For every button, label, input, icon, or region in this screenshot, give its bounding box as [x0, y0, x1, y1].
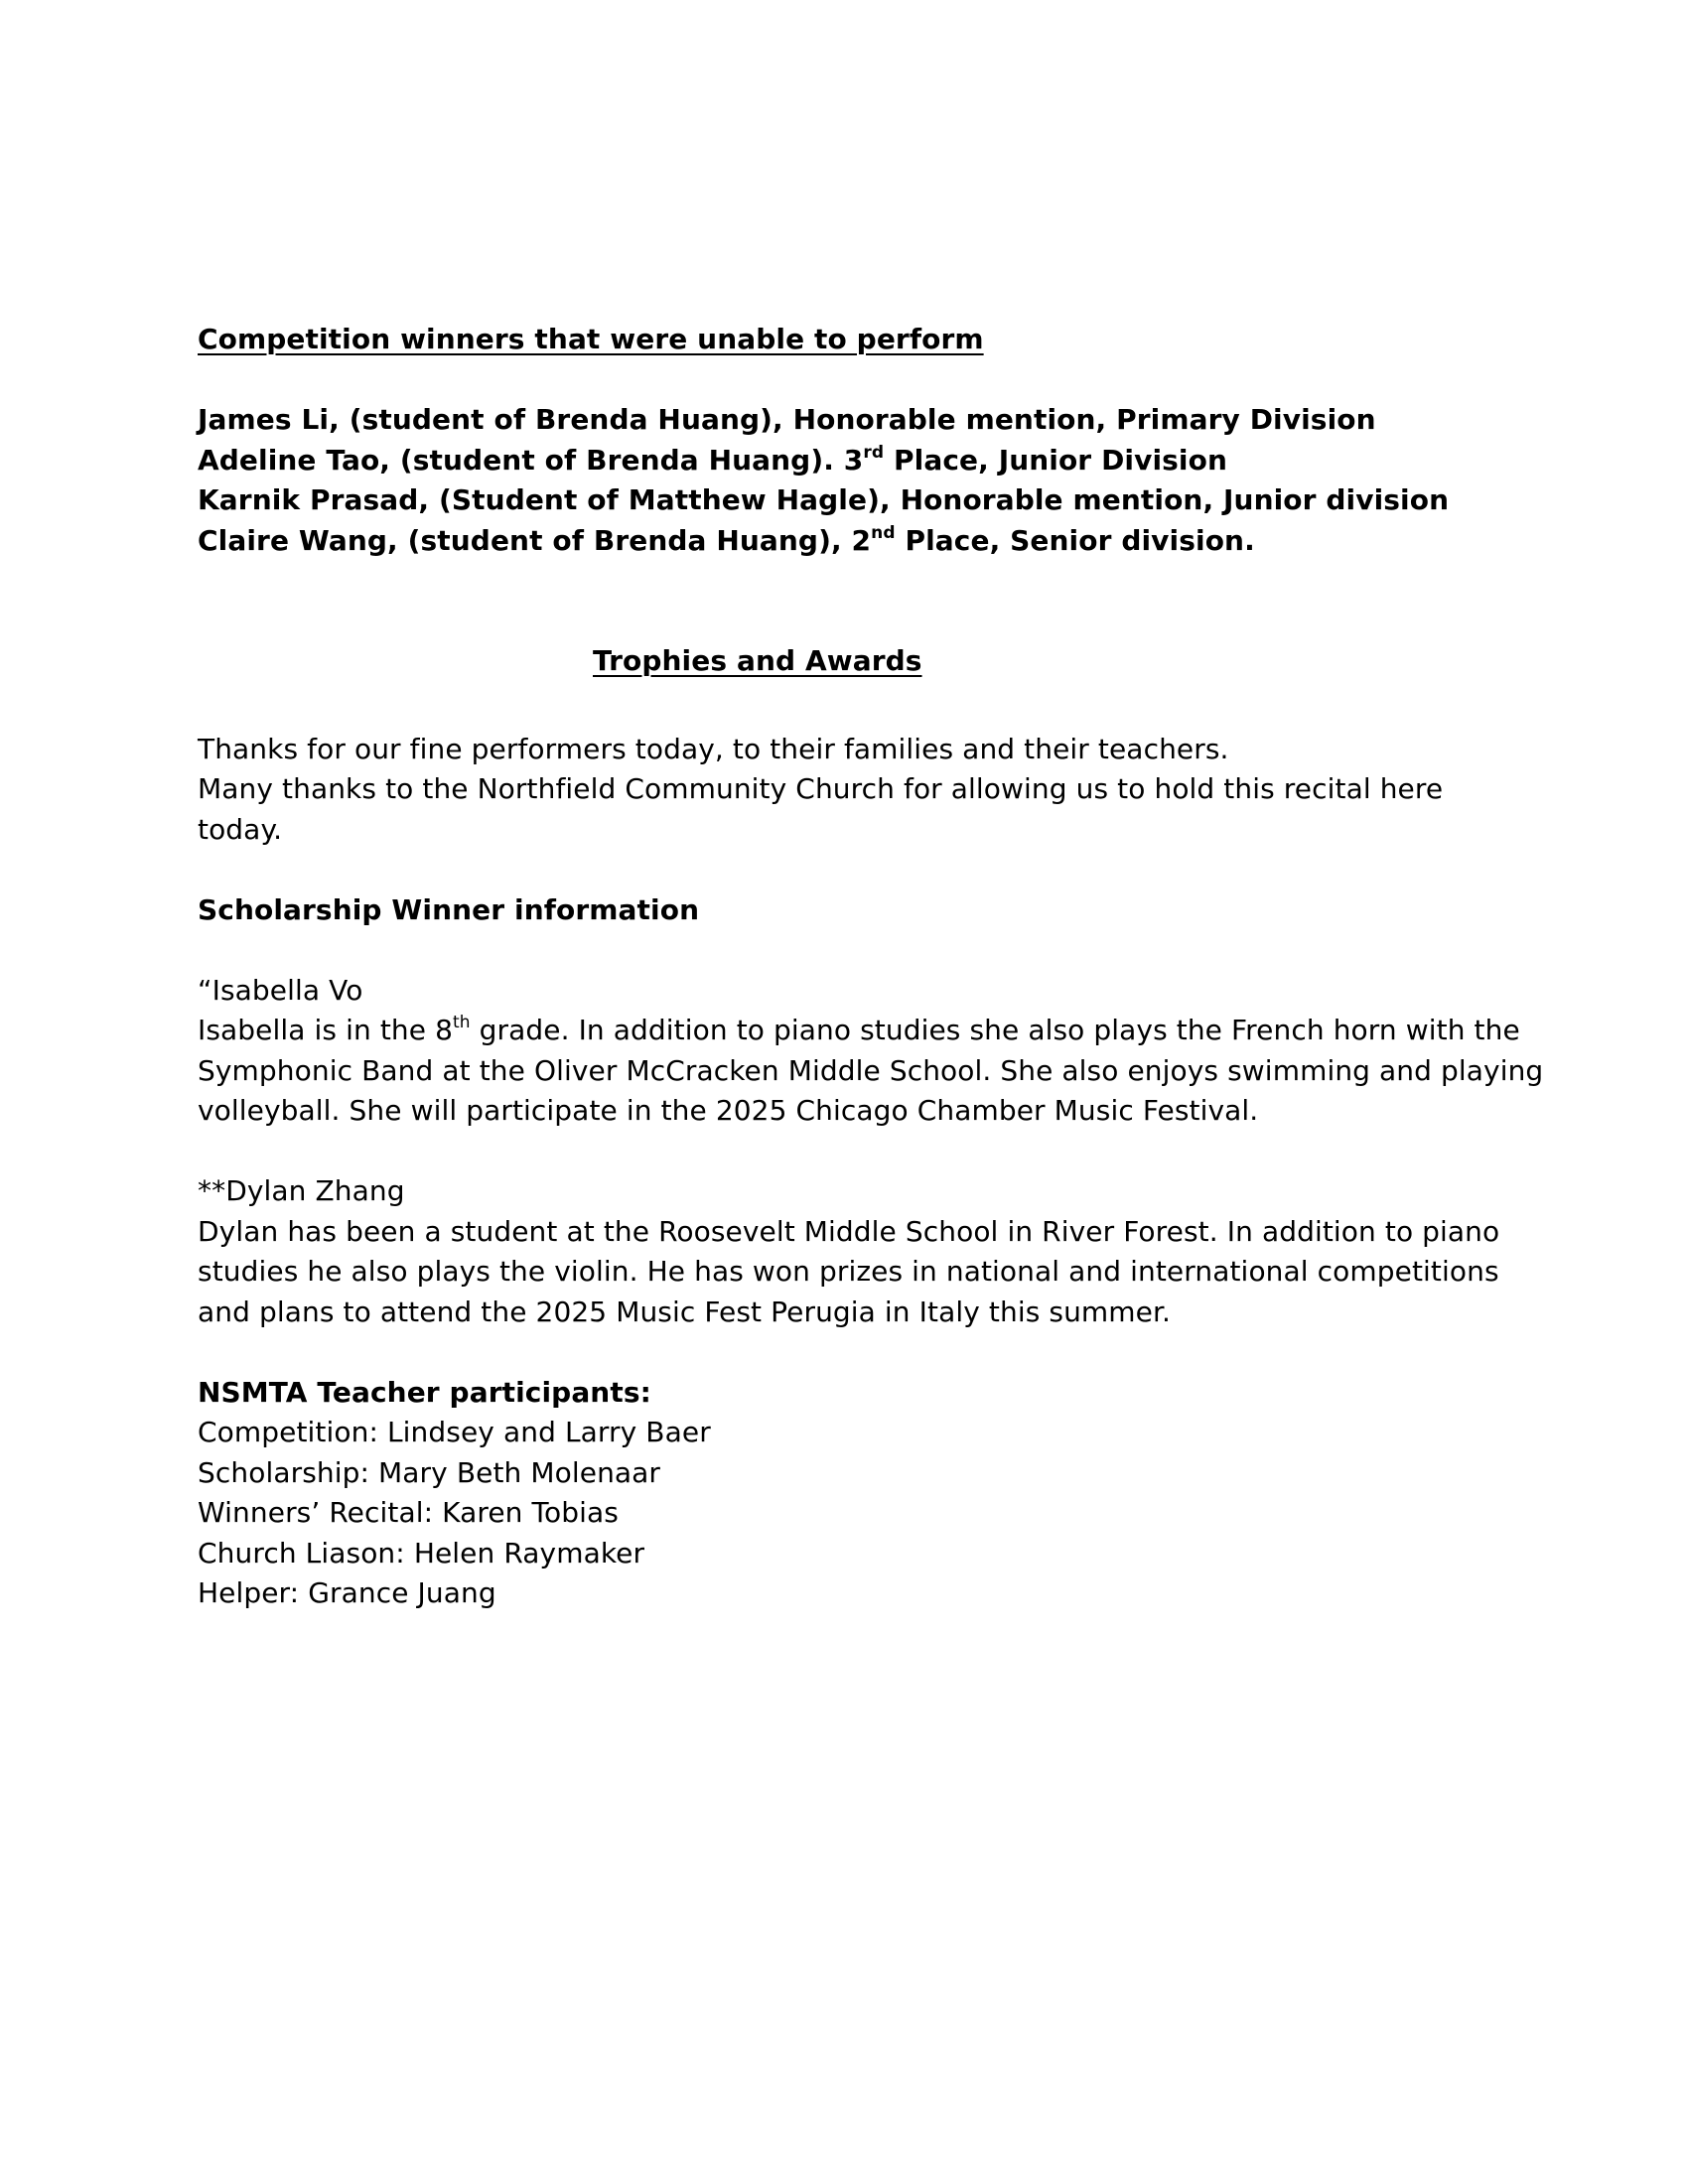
unable-entry-4-pre: Claire Wang, (student of Brenda Huang), 2	[198, 524, 872, 557]
teacher-item-church-liason: Church Liason: Helen Raymaker	[198, 1537, 645, 1570]
thanks-line-1: Thanks for our fine performers today, to their families and their teachers.	[198, 733, 1229, 765]
scholarship-heading: Scholarship Winner information	[198, 893, 700, 926]
scholarship-winner-1-line-3: volleyball. She will participate in the 2025 Chicago Chamber Music Festival.	[198, 1094, 1259, 1127]
winner-1-line-1-post: grade. In addition to piano studies she also plays the French horn with the	[470, 1014, 1520, 1046]
scholarship-winner-2-line-1: Dylan has been a student at the Roosevelt Middle School in River Forest. In addition to piano	[198, 1215, 1500, 1248]
teacher-item-scholarship: Scholarship: Mary Beth Molenaar	[198, 1456, 661, 1489]
teacher-item-competition: Competition: Lindsey and Larry Baer	[198, 1416, 711, 1448]
unable-entry-4-sup: nd	[871, 522, 896, 543]
unable-entry-3: Karnik Prasad, (Student of Matthew Hagle), Honorable mention, Junior division	[198, 483, 1450, 516]
unable-entry-2-sup: rd	[863, 442, 885, 463]
scholarship-winner-1-name: “Isabella Vo	[198, 974, 363, 1007]
thanks-line-2: Many thanks to the Northfield Community Church for allowing us to hold this recital here	[198, 772, 1444, 805]
winner-1-line-1-pre: Isabella is in the 8	[198, 1014, 453, 1046]
teachers-heading: NSMTA Teacher participants:	[198, 1376, 651, 1409]
unable-entry-2	[198, 441, 1227, 480]
unable-entry-2-post: Place, Junior Division	[884, 444, 1227, 477]
scholarship-winner-1-line-2: Symphonic Band at the Oliver McCracken Middle School. She also enjoys swimming and playing	[198, 1054, 1544, 1087]
thanks-line-3: today.	[198, 813, 283, 846]
unable-section-heading: Competition winners that were unable to perform	[198, 323, 984, 355]
scholarship-winner-2-line-2: studies he also plays the violin. He has won prizes in national and international competitions	[198, 1255, 1499, 1288]
teacher-item-helper: Helper: Grance Juang	[198, 1576, 496, 1609]
unable-entry-2-pre: Adeline Tao, (student of Brenda Huang). 3	[198, 444, 864, 477]
teacher-item-winners-recital: Winners’ Recital: Karen Tobias	[198, 1496, 619, 1529]
scholarship-winner-2-name: **Dylan Zhang	[198, 1174, 405, 1207]
unable-entry-4	[198, 521, 1255, 561]
scholarship-winner-2-line-3: and plans to attend the 2025 Music Fest Perugia in Italy this summer.	[198, 1296, 1172, 1328]
unable-entry-4-post: Place, Senior division.	[895, 524, 1255, 557]
trophies-heading: Trophies and Awards	[593, 644, 922, 677]
unable-entry-1: James Li, (student of Brenda Huang), Honorable mention, Primary Division	[198, 403, 1376, 436]
scholarship-winner-1-line-1	[198, 1011, 1520, 1050]
winner-1-line-1-sup: th	[452, 1012, 471, 1032]
